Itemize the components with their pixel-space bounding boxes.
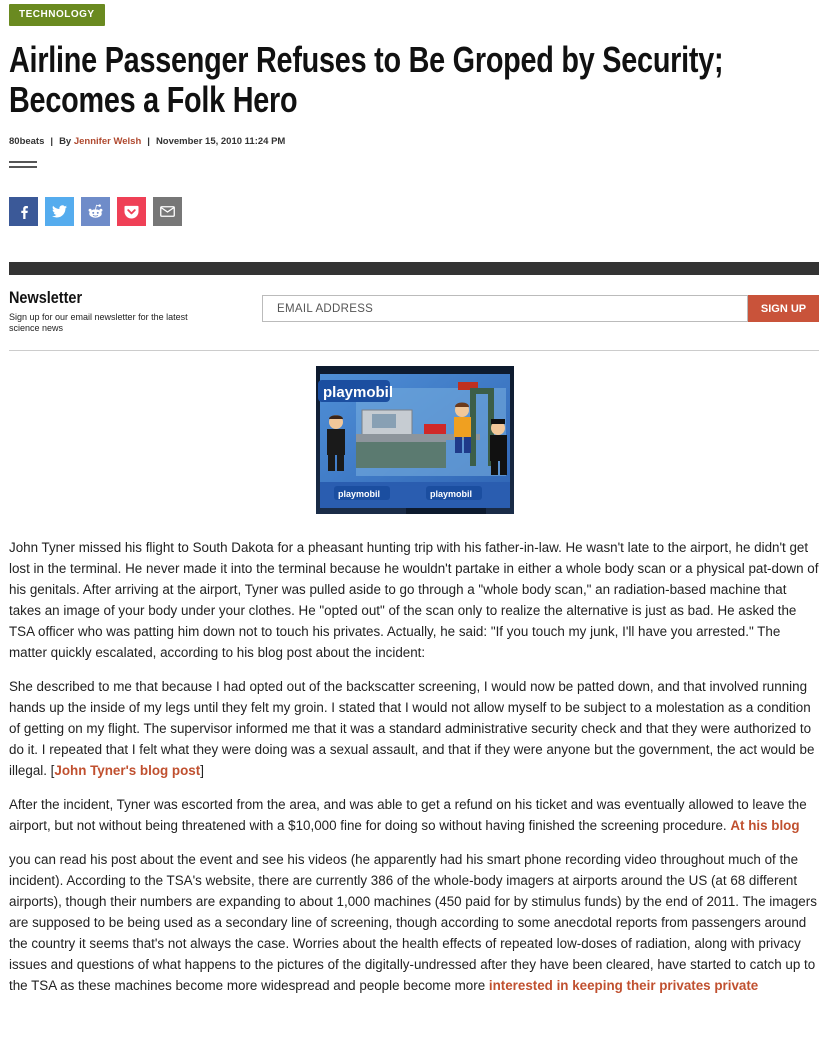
- newsletter-description: Sign up for our email newsletter for the latest science news: [9, 312, 188, 333]
- image-brand-text: playmobil: [323, 384, 394, 401]
- facebook-share-button[interactable]: [9, 197, 38, 226]
- email-address-input[interactable]: [262, 295, 748, 322]
- byline-by: By: [59, 136, 72, 147]
- twitter-share-button[interactable]: [45, 197, 74, 226]
- byline: [9, 136, 285, 147]
- blog-name-link[interactable]: 80beats: [9, 136, 45, 147]
- email-share-button[interactable]: [153, 197, 182, 226]
- reddit-icon: [87, 204, 104, 219]
- image-brand-text: playmobil: [338, 489, 381, 499]
- paragraph-text: ]: [200, 763, 204, 778]
- sign-up-button[interactable]: SIGN UP: [748, 295, 819, 322]
- twitter-icon: [52, 205, 67, 218]
- paragraph-text: John Tyner missed his flight to South Dakota for a pheasant hunting trip with his father-in-law. He wasn't late to the airport, he didn't get lost in the terminal. He never made it into the terminal because he wouldn't partake in either a whole body scan or a physical pat-down of his genitals. After arriving at the airport, Tyner was pulled aside to go through a "whole body scan," an radiation-based machine that takes an image of your body under your clothes. He "opted out" of the scan only to realize the alternative is just as bad. He asked the TSA officer who was patting him down not to touch his privates. Actually, he said: "If you touch my junk, I'll have you arrested." The matter quickly escalated, according to his blog post about the incident:: [9, 540, 819, 660]
- email-icon: [160, 206, 175, 217]
- section-divider-bar: [9, 262, 819, 275]
- headline: Airline Passenger Refuses to Be Groped by Security; Becomes a Folk Hero: [9, 39, 724, 120]
- pocket-share-button[interactable]: [117, 197, 146, 226]
- paragraph-text: you can read his post about the event and see his videos (he apparently had his smart phone recording video throughout much of the incident). According to the TSA's website, there are currently 386 of the whole-body imagers at airports around the US (at 68 different airports), though their numbers are expanding to about 1,000 machines (450 paid for by stimulus funds) by the end of 2011. The imagers are supposed to be being used as a secondary line of screening, though according to some anecdotal reports from passengers around the country it seems that's not always the case. Worries about the health effects of repeated low-doses of radiation, along with privacy issues and questions of what happens to the pictures of the digitally-undressed after they have been cleared, have started to catch up to the TSA as these machines become more widespread and people become more: [9, 852, 817, 993]
- image-brand-text: playmobil: [430, 489, 473, 499]
- article-paragraph: [9, 849, 819, 996]
- at-his-blog-link[interactable]: At his blog: [730, 818, 800, 833]
- byline-separator: |: [147, 136, 150, 147]
- horizontal-rule: [9, 350, 819, 351]
- pocket-icon: [124, 205, 139, 219]
- publish-date: November 15, 2010 11:24 PM: [155, 136, 286, 147]
- article-paragraph: [9, 794, 819, 836]
- facebook-icon: [18, 205, 30, 219]
- paragraph-text: After the incident, Tyner was escorted from the area, and was able to get a refund on his ticket and was eventually allowed to leave the airport, but not without being threatened with a $10,000 fine for doing so without having finished the screening procedure.: [9, 797, 807, 833]
- author-link[interactable]: Jennifer Welsh: [73, 136, 142, 147]
- tyner-blog-post-link[interactable]: John Tyner's blog post: [54, 763, 201, 778]
- share-buttons: [9, 197, 182, 226]
- article-body: [9, 537, 819, 1009]
- byline-separator: |: [50, 136, 54, 147]
- newsletter-title: Newsletter: [9, 288, 83, 307]
- reddit-share-button[interactable]: [81, 197, 110, 226]
- article-image-playmobil-security-checkpoint: [316, 366, 514, 514]
- article-paragraph: [9, 537, 819, 663]
- category-badge[interactable]: TECHNOLOGY: [9, 4, 105, 26]
- article-blockquote-paragraph: [9, 676, 819, 781]
- menu-icon[interactable]: [9, 161, 37, 171]
- paragraph-text: She described to me that because I had opted out of the backscatter screening, I would now be patted down, and that involved running hands up the inside of my legs until they felt my groin. I stated that I would not allow myself to be subject to a molestation as a condition of getting on my flight. The supervisor informed me that it was a standard administrative security check and that they were authorized to do it. I repeated that I felt what they were doing was a sexual assault, and that if they were anyone but the government, the act would be illegal. [: [9, 679, 815, 778]
- privates-private-link[interactable]: interested in keeping their privates private: [488, 978, 759, 993]
